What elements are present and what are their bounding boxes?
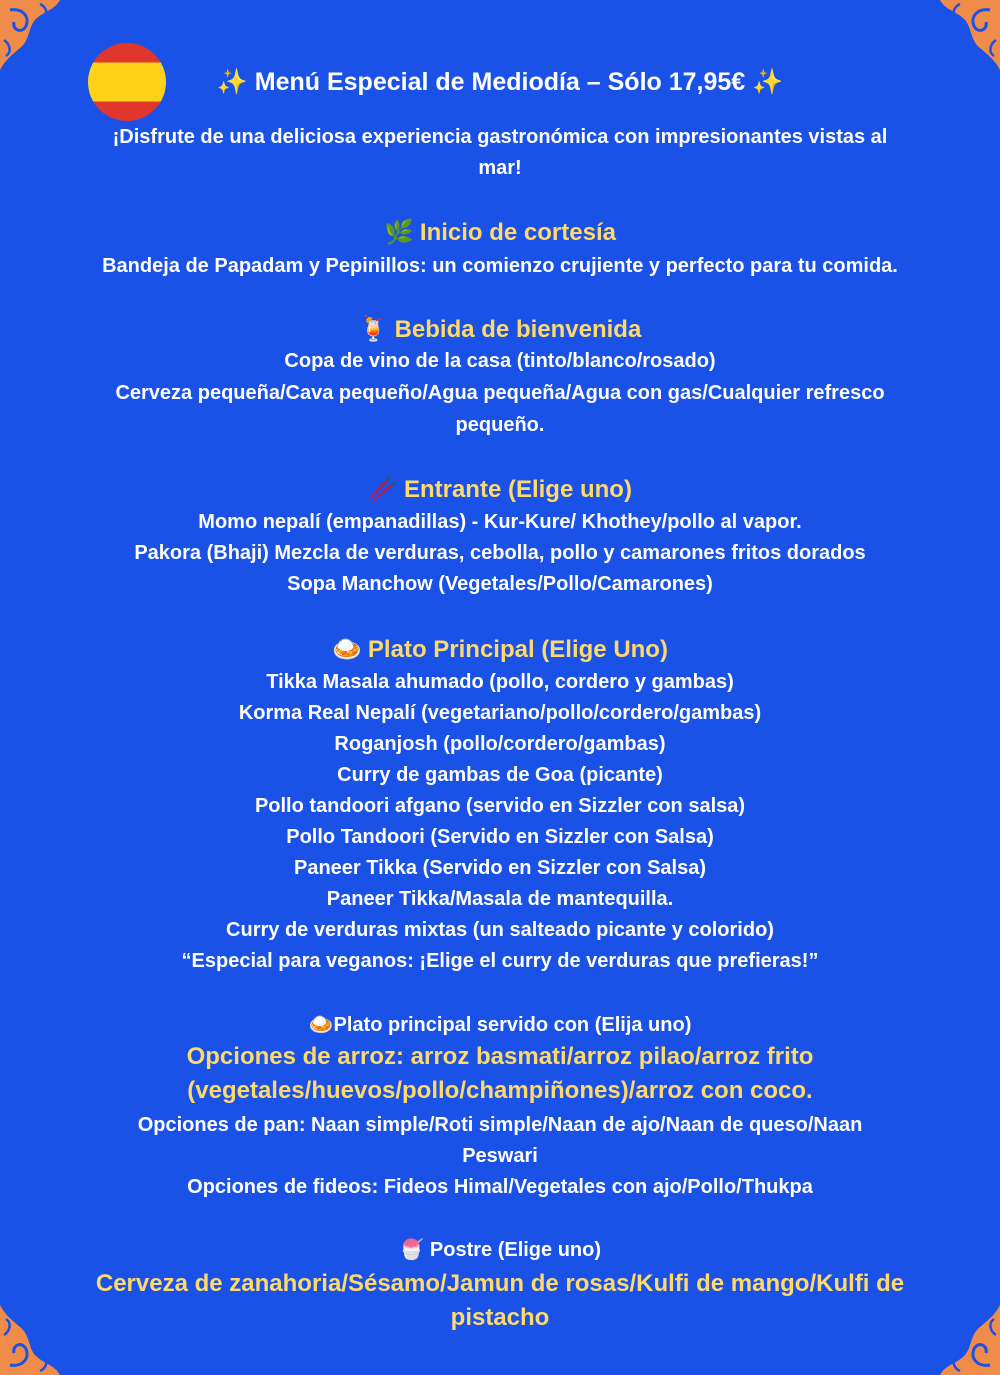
list-item: Curry de verduras mixtas (un salteado picante y colorido) [226, 919, 774, 941]
cocktail-icon: 🍹 [358, 316, 389, 343]
rice-options: Opciones de arroz: arroz basmati/arroz pilao/arroz frito [186, 1043, 814, 1070]
page-title [170, 66, 830, 98]
sparkle-icon: ✨ [216, 68, 248, 96]
section-title-text: Entrante (Elige uno) [403, 476, 632, 503]
herb-icon: 🌿 [384, 219, 414, 246]
list-item: Copa de vino de la casa (tinto/blanco/rosado) [284, 350, 716, 372]
list-item: Pakora (Bhaji) Mezcla de verduras, cebolla, pollo y camarones fritos dorados [134, 542, 866, 564]
list-item: Curry de gambas de Goa (picante) [337, 764, 663, 786]
list-item: Paneer Tikka (Servido en Sizzler con Salsa) [293, 857, 707, 879]
list-item: Tikka Masala ahumado (pollo, cordero y gambas) [266, 671, 734, 693]
subtitle-line: ¡Disfrute de una deliciosa experiencia gastronómica con impresionantes vistas al [112, 126, 888, 148]
chopsticks-icon: 🥢 [368, 476, 398, 503]
list-item: Momo nepalí (empanadillas) - Kur-Kure/ Khothey/pollo al vapor. [198, 511, 802, 533]
rice-options: (vegetales/huevos/pollo/champiñones)/arroz con coco. [187, 1077, 813, 1104]
corner-ornament-top-left [0, 0, 95, 95]
list-item: Bandeja de Papadam y Pepinillos: un comienzo crujiente y perfecto para tu comida. [102, 255, 898, 277]
section-title-sides [30, 1010, 970, 1041]
spain-flag-icon [88, 43, 166, 121]
list-item: Sopa Manchow (Vegetales/Pollo/Camarones) [287, 573, 713, 595]
list-item: “Especial para veganos: ¡Elige el curry de verduras que prefieras!” [181, 950, 819, 972]
dessert-options: Cerveza de zanahoria/Sésamo/Jamun de rosas/Kulfi de mango/Kulfi de [95, 1270, 905, 1297]
list-item: Pollo Tandoori (Servido en Sizzler con Salsa) [286, 826, 714, 848]
sparkle-icon: ✨ [752, 68, 784, 96]
subtitle-line: mar! [478, 157, 522, 179]
section-title-text: Plato principal servido con (Elija uno) [333, 1014, 692, 1036]
shaved-ice-icon: 🍧 [398, 1239, 424, 1261]
section-title-dessert [30, 1235, 970, 1266]
list-item: Pollo tandoori afgano (servido en Sizzler con salsa) [254, 795, 746, 817]
list-item: Paneer Tikka/Masala de mantequilla. [326, 888, 674, 910]
section-title-main [30, 634, 970, 666]
section-title-text: Postre (Elige uno) [429, 1239, 602, 1261]
list-item: Roganjosh (pollo/cordero/gambas) [334, 733, 666, 755]
section-title-courtesy [30, 217, 970, 249]
page-title-text: Menú Especial de Mediodía – Sólo 17,95€ [254, 68, 746, 96]
list-item: pequeño. [455, 414, 545, 436]
bread-options: Peswari [462, 1145, 538, 1167]
section-title-text: Bebida de bienvenida [394, 316, 642, 343]
dessert-options: pistacho [450, 1304, 550, 1331]
bread-options: Opciones de pan: Naan simple/Roti simple/Naan de ajo/Naan de queso/Naan [137, 1114, 863, 1136]
list-item: Cerveza pequeña/Cava pequeño/Agua pequeña/Agua con gas/Cualquier refresco [115, 382, 885, 404]
list-item: Korma Real Nepalí (vegetariano/pollo/cordero/gambas) [238, 702, 762, 724]
section-title-text: Inicio de cortesía [419, 219, 616, 246]
corner-ornament-top-right [905, 0, 1000, 95]
curry-plate-icon: 🍛 [332, 636, 362, 663]
noodle-options: Opciones de fideos: Fideos Himal/Vegetales con ajo/Pollo/Thukpa [187, 1176, 813, 1198]
section-title-starter [30, 474, 970, 506]
curry-plate-icon: 🍛 [308, 1014, 334, 1036]
section-title-text: Plato Principal (Elige Uno) [367, 636, 668, 663]
section-title-drink [30, 314, 970, 346]
